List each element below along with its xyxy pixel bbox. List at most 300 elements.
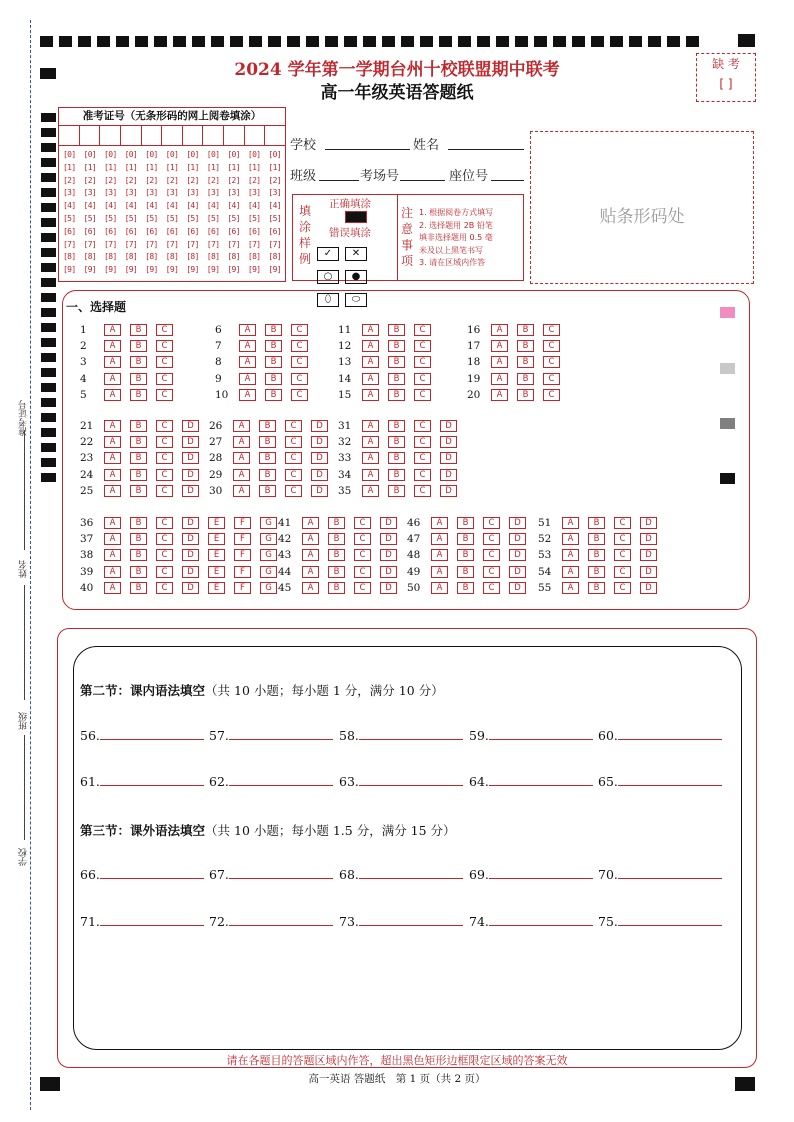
option-bubble-a[interactable]: A (431, 517, 448, 529)
option-bubble-c[interactable]: C (291, 389, 308, 401)
answer-blank[interactable] (100, 773, 204, 786)
id-digit-bubble[interactable]: [5] (227, 213, 240, 223)
exam-id-bubbles[interactable] (59, 146, 285, 278)
option-bubble-a[interactable]: A (431, 533, 448, 545)
id-write-cell[interactable] (100, 126, 121, 145)
id-digit-bubble[interactable]: [7] (83, 239, 97, 249)
id-digit-bubble[interactable]: [1] (268, 162, 282, 172)
id-digit-bubble[interactable]: [6] (124, 226, 138, 236)
option-bubble-b[interactable]: B (457, 517, 474, 529)
option-bubble-a[interactable]: A (562, 549, 579, 561)
option-bubble-d[interactable]: D (182, 469, 199, 481)
option-bubble-c[interactable]: C (156, 356, 173, 368)
option-bubble-d[interactable]: D (640, 549, 657, 561)
id-digit-bubble[interactable]: [7] (186, 239, 199, 249)
option-bubble-b[interactable]: B (457, 549, 474, 561)
option-bubble-d[interactable]: D (440, 469, 457, 481)
id-digit-bubble[interactable]: [9] (104, 265, 117, 275)
option-bubble-c[interactable]: C (285, 436, 302, 448)
id-digit-bubble[interactable]: [3] (268, 188, 282, 198)
id-digit-bubble[interactable]: [4] (165, 201, 179, 211)
id-digit-bubble[interactable]: [3] (124, 188, 138, 198)
option-bubble-c[interactable]: C (483, 517, 500, 529)
option-bubble-a[interactable]: A (491, 324, 508, 336)
option-bubble-b[interactable]: B (130, 485, 147, 497)
id-digit-bubble[interactable]: [6] (186, 226, 199, 236)
option-bubble-c[interactable]: C (156, 469, 173, 481)
id-digit-bubble[interactable]: [2] (268, 175, 282, 185)
option-bubble-a[interactable]: A (302, 517, 319, 529)
id-digit-bubble[interactable]: [9] (268, 265, 282, 275)
option-bubble-a[interactable]: A (233, 420, 250, 432)
option-bubble-b[interactable]: B (130, 420, 147, 432)
option-bubble-c[interactable]: C (291, 373, 308, 385)
id-digit-bubble[interactable]: [0] (247, 150, 261, 159)
option-bubble-b[interactable]: B (388, 485, 405, 497)
option-bubble-d[interactable]: D (182, 549, 199, 561)
absent-box[interactable] (696, 53, 756, 102)
option-bubble-c[interactable]: C (483, 566, 500, 578)
option-bubble-g[interactable]: G (260, 582, 277, 594)
option-bubble-b[interactable]: B (130, 436, 147, 448)
option-bubble-c[interactable]: C (156, 485, 173, 497)
option-bubble-c[interactable]: C (156, 389, 173, 401)
option-bubble-c[interactable]: C (156, 420, 173, 432)
id-digit-bubble[interactable]: [1] (206, 162, 220, 172)
option-bubble-c[interactable]: C (414, 324, 431, 336)
option-bubble-d[interactable]: D (182, 533, 199, 545)
option-bubble-a[interactable]: A (362, 485, 379, 497)
id-digit-bubble[interactable]: [0] (83, 150, 97, 159)
school-field[interactable] (325, 149, 410, 150)
option-bubble-b[interactable]: B (457, 566, 474, 578)
option-bubble-d[interactable]: D (182, 420, 199, 432)
option-bubble-c[interactable]: C (414, 452, 431, 464)
option-bubble-d[interactable]: D (380, 582, 397, 594)
id-digit-bubble[interactable]: [0] (62, 150, 76, 159)
option-bubble-d[interactable]: D (440, 452, 457, 464)
answer-blank[interactable] (100, 866, 204, 879)
option-bubble-a[interactable]: A (362, 389, 379, 401)
option-bubble-f[interactable]: F (234, 566, 251, 578)
option-bubble-b[interactable]: B (388, 420, 405, 432)
option-bubble-a[interactable]: A (362, 340, 379, 352)
option-bubble-d[interactable]: D (509, 582, 526, 594)
option-bubble-c[interactable]: C (414, 373, 431, 385)
option-bubble-b[interactable]: B (130, 340, 147, 352)
option-bubble-b[interactable]: B (588, 582, 605, 594)
id-write-cell[interactable] (245, 126, 266, 145)
option-bubble-a[interactable]: A (104, 549, 121, 561)
option-bubble-b[interactable]: B (130, 566, 147, 578)
option-bubble-a[interactable]: A (362, 356, 379, 368)
id-digit-bubble[interactable]: [5] (165, 213, 179, 223)
option-bubble-a[interactable]: A (104, 566, 121, 578)
id-digit-bubble[interactable]: [3] (186, 188, 199, 198)
option-bubble-a[interactable]: A (491, 373, 508, 385)
option-bubble-d[interactable]: D (509, 533, 526, 545)
option-bubble-b[interactable]: B (588, 549, 605, 561)
option-bubble-a[interactable]: A (239, 373, 256, 385)
option-bubble-f[interactable]: F (234, 582, 251, 594)
option-bubble-b[interactable]: B (517, 389, 534, 401)
id-digit-bubble[interactable]: [4] (124, 201, 138, 211)
option-bubble-b[interactable]: B (457, 582, 474, 594)
option-bubble-a[interactable]: A (362, 469, 379, 481)
option-bubble-c[interactable]: C (614, 549, 631, 561)
option-bubble-b[interactable]: B (457, 533, 474, 545)
option-bubble-a[interactable]: A (302, 566, 319, 578)
option-bubble-b[interactable]: B (388, 469, 405, 481)
absent-checkbox[interactable]: [ ] (719, 77, 733, 91)
option-bubble-b[interactable]: B (130, 517, 147, 529)
id-digit-bubble[interactable]: [3] (247, 188, 261, 198)
option-bubble-c[interactable]: C (156, 517, 173, 529)
option-bubble-a[interactable]: A (562, 582, 579, 594)
option-bubble-d[interactable]: D (640, 582, 657, 594)
option-bubble-a[interactable]: A (239, 356, 256, 368)
option-bubble-a[interactable]: A (104, 582, 121, 594)
option-bubble-c[interactable]: C (156, 549, 173, 561)
option-bubble-a[interactable]: A (362, 452, 379, 464)
answer-blank[interactable] (229, 913, 333, 926)
option-bubble-e[interactable]: E (208, 582, 225, 594)
option-bubble-c[interactable]: C (414, 436, 431, 448)
id-digit-bubble[interactable]: [9] (206, 265, 220, 275)
option-bubble-c[interactable]: C (614, 517, 631, 529)
id-digit-bubble[interactable]: [8] (83, 252, 97, 262)
id-digit-bubble[interactable]: [2] (227, 175, 240, 185)
answer-blank[interactable] (229, 866, 333, 879)
option-bubble-b[interactable]: B (588, 517, 605, 529)
option-bubble-c[interactable]: C (614, 582, 631, 594)
id-digit-bubble[interactable]: [4] (104, 201, 117, 211)
id-digit-bubble[interactable]: [9] (186, 265, 199, 275)
id-digit-bubble[interactable]: [0] (268, 150, 282, 159)
id-digit-bubble[interactable]: [1] (124, 162, 138, 172)
option-bubble-d[interactable]: D (182, 582, 199, 594)
option-bubble-a[interactable]: A (302, 533, 319, 545)
option-bubble-a[interactable]: A (104, 373, 121, 385)
id-digit-bubble[interactable]: [5] (247, 213, 261, 223)
option-bubble-b[interactable]: B (588, 566, 605, 578)
id-digit-bubble[interactable]: [0] (206, 150, 220, 159)
id-digit-bubble[interactable]: [3] (206, 188, 220, 198)
option-bubble-b[interactable]: B (130, 582, 147, 594)
id-digit-bubble[interactable]: [7] (62, 239, 76, 249)
answer-blank[interactable] (618, 866, 722, 879)
option-bubble-c[interactable]: C (543, 373, 560, 385)
id-digit-bubble[interactable]: [7] (227, 239, 240, 249)
option-bubble-c[interactable]: C (614, 533, 631, 545)
id-write-cell[interactable] (59, 126, 80, 145)
id-write-cell[interactable] (162, 126, 183, 145)
id-digit-bubble[interactable]: [9] (247, 265, 261, 275)
id-digit-bubble[interactable]: [2] (62, 175, 76, 185)
id-digit-bubble[interactable]: [1] (83, 162, 97, 172)
option-bubble-c[interactable]: C (285, 469, 302, 481)
option-bubble-g[interactable]: G (260, 533, 277, 545)
id-digit-bubble[interactable]: [9] (145, 265, 158, 275)
option-bubble-a[interactable]: A (233, 469, 250, 481)
id-digit-bubble[interactable]: [8] (227, 252, 240, 262)
id-digit-bubble[interactable]: [3] (145, 188, 158, 198)
option-bubble-e[interactable]: E (208, 533, 225, 545)
option-bubble-b[interactable]: B (388, 373, 405, 385)
answer-blank[interactable] (100, 913, 204, 926)
option-bubble-e[interactable]: E (208, 549, 225, 561)
option-bubble-b[interactable]: B (130, 373, 147, 385)
id-write-cell[interactable] (80, 126, 101, 145)
option-bubble-d[interactable]: D (440, 420, 457, 432)
option-bubble-a[interactable]: A (302, 582, 319, 594)
id-digit-bubble[interactable]: [6] (268, 226, 282, 236)
option-bubble-c[interactable]: C (483, 533, 500, 545)
option-bubble-a[interactable]: A (302, 549, 319, 561)
id-digit-bubble[interactable]: [6] (83, 226, 97, 236)
option-bubble-a[interactable]: A (239, 340, 256, 352)
id-digit-bubble[interactable]: [8] (206, 252, 220, 262)
option-bubble-f[interactable]: F (234, 549, 251, 561)
id-digit-bubble[interactable]: [3] (165, 188, 179, 198)
option-bubble-c[interactable]: C (483, 549, 500, 561)
id-digit-bubble[interactable]: [6] (227, 226, 240, 236)
answer-blank[interactable] (618, 727, 722, 740)
exam-room-field[interactable] (400, 180, 445, 181)
option-bubble-a[interactable]: A (431, 582, 448, 594)
option-bubble-b[interactable]: B (130, 469, 147, 481)
option-bubble-c[interactable]: C (614, 566, 631, 578)
option-bubble-a[interactable]: A (233, 436, 250, 448)
option-bubble-d[interactable]: D (311, 420, 328, 432)
id-write-cell[interactable] (224, 126, 245, 145)
id-write-cell[interactable] (183, 126, 204, 145)
answer-blank[interactable] (618, 773, 722, 786)
option-bubble-a[interactable]: A (562, 533, 579, 545)
option-bubble-b[interactable]: B (130, 324, 147, 336)
option-bubble-c[interactable]: C (414, 469, 431, 481)
option-bubble-c[interactable]: C (414, 389, 431, 401)
option-bubble-a[interactable]: A (239, 389, 256, 401)
answer-blank[interactable] (229, 773, 333, 786)
option-bubble-d[interactable]: D (640, 566, 657, 578)
option-bubble-c[interactable]: C (414, 420, 431, 432)
option-bubble-d[interactable]: D (509, 566, 526, 578)
option-bubble-b[interactable]: B (388, 389, 405, 401)
id-digit-bubble[interactable]: [3] (83, 188, 97, 198)
option-bubble-c[interactable]: C (354, 566, 371, 578)
answer-blank[interactable] (489, 866, 593, 879)
option-bubble-b[interactable]: B (130, 452, 147, 464)
option-bubble-a[interactable]: A (104, 485, 121, 497)
option-bubble-a[interactable]: A (562, 566, 579, 578)
id-digit-bubble[interactable]: [4] (186, 201, 199, 211)
id-digit-bubble[interactable]: [0] (227, 150, 240, 159)
id-digit-bubble[interactable]: [6] (206, 226, 220, 236)
id-digit-bubble[interactable]: [2] (247, 175, 261, 185)
id-digit-bubble[interactable]: [2] (165, 175, 179, 185)
id-digit-bubble[interactable]: [9] (62, 265, 76, 275)
option-bubble-c[interactable]: C (483, 582, 500, 594)
id-digit-bubble[interactable]: [1] (145, 162, 158, 172)
id-digit-bubble[interactable]: [6] (104, 226, 117, 236)
id-digit-bubble[interactable]: [2] (186, 175, 199, 185)
option-bubble-b[interactable]: B (388, 436, 405, 448)
name-field[interactable] (448, 149, 524, 150)
option-bubble-b[interactable]: B (517, 373, 534, 385)
option-bubble-b[interactable]: B (130, 549, 147, 561)
option-bubble-b[interactable]: B (130, 533, 147, 545)
id-digit-bubble[interactable]: [5] (268, 213, 282, 223)
id-write-cell[interactable] (121, 126, 142, 145)
id-digit-bubble[interactable]: [6] (62, 226, 76, 236)
id-digit-bubble[interactable]: [9] (124, 265, 138, 275)
option-bubble-a[interactable]: A (491, 340, 508, 352)
id-digit-bubble[interactable]: [8] (186, 252, 199, 262)
option-bubble-a[interactable]: A (104, 420, 121, 432)
option-bubble-c[interactable]: C (354, 533, 371, 545)
id-digit-bubble[interactable]: [0] (104, 150, 117, 159)
option-bubble-c[interactable]: C (156, 436, 173, 448)
id-digit-bubble[interactable]: [7] (206, 239, 220, 249)
option-bubble-a[interactable]: A (233, 485, 250, 497)
id-digit-bubble[interactable]: [0] (145, 150, 158, 159)
answer-blank[interactable] (100, 727, 204, 740)
option-bubble-a[interactable]: A (362, 324, 379, 336)
option-bubble-b[interactable]: B (259, 469, 276, 481)
option-bubble-b[interactable]: B (388, 340, 405, 352)
option-bubble-d[interactable]: D (182, 452, 199, 464)
id-digit-bubble[interactable]: [4] (268, 201, 282, 211)
id-digit-bubble[interactable]: [4] (247, 201, 261, 211)
option-bubble-b[interactable]: B (259, 485, 276, 497)
option-bubble-b[interactable]: B (517, 324, 534, 336)
option-bubble-a[interactable]: A (562, 517, 579, 529)
option-bubble-d[interactable]: D (182, 436, 199, 448)
id-digit-bubble[interactable]: [1] (186, 162, 199, 172)
option-bubble-d[interactable]: D (440, 485, 457, 497)
id-digit-bubble[interactable]: [4] (206, 201, 220, 211)
option-bubble-d[interactable]: D (311, 469, 328, 481)
answer-blank[interactable] (489, 773, 593, 786)
option-bubble-a[interactable]: A (104, 533, 121, 545)
option-bubble-c[interactable]: C (156, 452, 173, 464)
option-bubble-d[interactable]: D (380, 549, 397, 561)
option-bubble-a[interactable]: A (104, 517, 121, 529)
option-bubble-c[interactable]: C (354, 517, 371, 529)
option-bubble-c[interactable]: C (291, 340, 308, 352)
option-bubble-e[interactable]: E (208, 517, 225, 529)
option-bubble-c[interactable]: C (156, 324, 173, 336)
option-bubble-a[interactable]: A (431, 566, 448, 578)
option-bubble-b[interactable]: B (130, 389, 147, 401)
answer-blank[interactable] (618, 913, 722, 926)
option-bubble-d[interactable]: D (440, 436, 457, 448)
answer-blank[interactable] (489, 727, 593, 740)
option-bubble-a[interactable]: A (104, 340, 121, 352)
id-digit-bubble[interactable]: [3] (227, 188, 240, 198)
option-bubble-b[interactable]: B (265, 356, 282, 368)
id-write-cell[interactable] (142, 126, 163, 145)
option-bubble-b[interactable]: B (265, 324, 282, 336)
option-bubble-d[interactable]: D (182, 485, 199, 497)
answer-blank[interactable] (359, 913, 463, 926)
id-digit-bubble[interactable]: [1] (227, 162, 240, 172)
id-digit-bubble[interactable]: [9] (83, 265, 97, 275)
option-bubble-b[interactable]: B (328, 549, 345, 561)
option-bubble-c[interactable]: C (291, 324, 308, 336)
option-bubble-d[interactable]: D (182, 517, 199, 529)
option-bubble-a[interactable]: A (491, 389, 508, 401)
option-bubble-b[interactable]: B (328, 517, 345, 529)
answer-blank[interactable] (359, 727, 463, 740)
answer-blank[interactable] (489, 913, 593, 926)
id-digit-bubble[interactable]: [2] (145, 175, 158, 185)
option-bubble-a[interactable]: A (362, 420, 379, 432)
option-bubble-b[interactable]: B (259, 420, 276, 432)
id-digit-bubble[interactable]: [8] (247, 252, 261, 262)
id-digit-bubble[interactable]: [4] (145, 201, 158, 211)
id-digit-bubble[interactable]: [5] (206, 213, 220, 223)
class-field[interactable] (319, 180, 359, 181)
option-bubble-f[interactable]: F (234, 533, 251, 545)
answer-blank[interactable] (359, 773, 463, 786)
option-bubble-d[interactable]: D (509, 549, 526, 561)
option-bubble-c[interactable]: C (354, 582, 371, 594)
option-bubble-c[interactable]: C (285, 452, 302, 464)
id-digit-bubble[interactable]: [6] (145, 226, 158, 236)
id-digit-bubble[interactable]: [1] (247, 162, 261, 172)
option-bubble-b[interactable]: B (388, 324, 405, 336)
option-bubble-a[interactable]: A (104, 469, 121, 481)
option-bubble-d[interactable]: D (311, 436, 328, 448)
id-write-cell[interactable] (203, 126, 224, 145)
id-digit-bubble[interactable]: [7] (124, 239, 138, 249)
id-digit-bubble[interactable]: [8] (165, 252, 179, 262)
option-bubble-c[interactable]: C (543, 389, 560, 401)
option-bubble-a[interactable]: A (491, 356, 508, 368)
option-bubble-c[interactable]: C (285, 420, 302, 432)
id-digit-bubble[interactable]: [0] (186, 150, 199, 159)
id-digit-bubble[interactable]: [9] (227, 265, 240, 275)
id-digit-bubble[interactable]: [7] (247, 239, 261, 249)
option-bubble-b[interactable]: B (265, 373, 282, 385)
option-bubble-c[interactable]: C (543, 356, 560, 368)
option-bubble-b[interactable]: B (328, 582, 345, 594)
id-digit-bubble[interactable]: [5] (83, 213, 97, 223)
option-bubble-c[interactable]: C (156, 566, 173, 578)
id-digit-bubble[interactable]: [7] (165, 239, 179, 249)
option-bubble-a[interactable]: A (104, 436, 121, 448)
option-bubble-c[interactable]: C (414, 485, 431, 497)
option-bubble-b[interactable]: B (265, 389, 282, 401)
id-digit-bubble[interactable]: [6] (165, 226, 179, 236)
option-bubble-c[interactable]: C (285, 485, 302, 497)
id-digit-bubble[interactable]: [1] (165, 162, 179, 172)
option-bubble-b[interactable]: B (259, 452, 276, 464)
option-bubble-d[interactable]: D (182, 566, 199, 578)
id-write-cell[interactable] (265, 126, 285, 145)
option-bubble-c[interactable]: C (291, 356, 308, 368)
option-bubble-g[interactable]: G (260, 517, 277, 529)
id-digit-bubble[interactable]: [8] (145, 252, 158, 262)
id-digit-bubble[interactable]: [5] (186, 213, 199, 223)
id-digit-bubble[interactable]: [5] (104, 213, 117, 223)
option-bubble-a[interactable]: A (104, 452, 121, 464)
option-bubble-a[interactable]: A (104, 324, 121, 336)
id-digit-bubble[interactable]: [2] (83, 175, 97, 185)
id-digit-bubble[interactable]: [4] (83, 201, 97, 211)
